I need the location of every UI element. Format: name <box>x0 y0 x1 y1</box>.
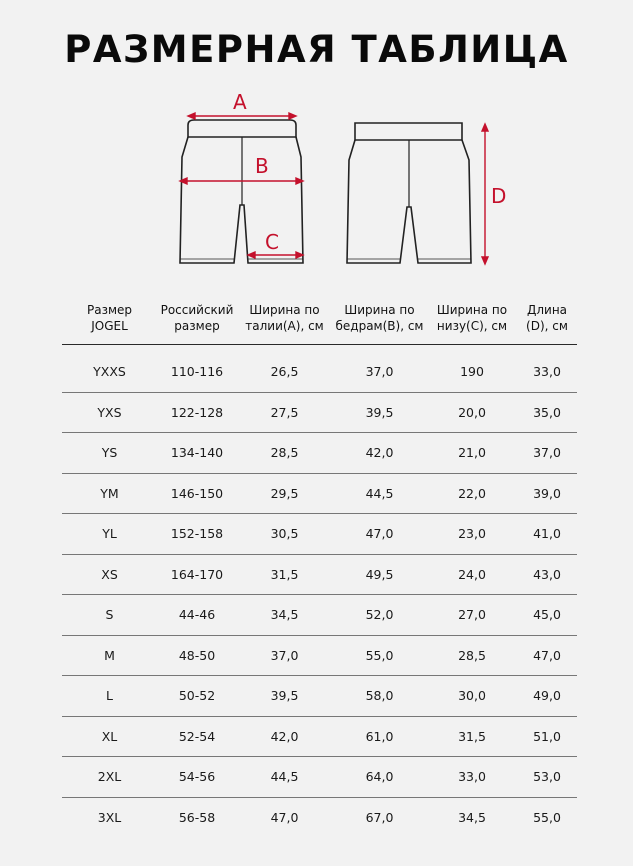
cell-russian-size: 48-50 <box>178 647 216 663</box>
header-size-jogel: Размер JOGEL <box>86 303 133 333</box>
cell-hem-width: 33,0 <box>458 769 486 785</box>
cell-size-jogel: S <box>105 607 114 623</box>
table-row <box>62 514 577 555</box>
table-row <box>62 433 577 474</box>
cell-hip-width: 49,5 <box>365 566 394 582</box>
cell-length: 35,0 <box>533 404 561 420</box>
table-body <box>62 345 577 838</box>
cell-hem-width: 20,0 <box>458 404 486 420</box>
cell-russian-size: 152-158 <box>170 526 224 542</box>
cell-waist-width: 28,5 <box>270 445 299 461</box>
cell-russian-size: 134-140 <box>170 445 224 461</box>
cell-size-jogel: YM <box>100 485 119 501</box>
cell-waist-width: 37,0 <box>270 647 299 663</box>
cell-hip-width: 39,5 <box>365 404 394 420</box>
cell-russian-size: 122-128 <box>170 404 224 420</box>
cell-waist-width: 27,5 <box>270 404 299 420</box>
cell-waist-width: 44,5 <box>270 769 299 785</box>
cell-size-jogel: XS <box>101 566 118 582</box>
cell-size-jogel: XL <box>101 728 118 744</box>
table-row <box>62 717 577 758</box>
cell-hip-width: 42,0 <box>365 445 394 461</box>
table-row <box>62 636 577 677</box>
cell-length: 33,0 <box>533 364 561 380</box>
header-waist-width: Ширина по талии(А), см <box>245 303 324 333</box>
table-row <box>62 757 577 798</box>
cell-length: 55,0 <box>533 810 561 826</box>
label-b: B <box>255 154 269 178</box>
table-row <box>62 595 577 636</box>
cell-length: 47,0 <box>533 647 561 663</box>
cell-hem-width: 28,5 <box>458 647 486 663</box>
table-row <box>62 676 577 717</box>
table-row <box>62 798 577 839</box>
cell-hem-width: 24,0 <box>458 566 486 582</box>
cell-size-jogel: YXS <box>97 404 122 420</box>
cell-length: 51,0 <box>533 728 561 744</box>
cell-hip-width: 64,0 <box>365 769 394 785</box>
label-d: D <box>491 184 507 208</box>
header-hip-width: Ширина по бедрам(В), см <box>335 303 424 333</box>
cell-russian-size: 56-58 <box>178 810 216 826</box>
cell-size-jogel: L <box>106 688 113 704</box>
cell-waist-width: 26,5 <box>270 364 299 380</box>
cell-size-jogel: 2XL <box>97 769 122 785</box>
cell-hem-width: 21,0 <box>458 445 486 461</box>
cell-waist-width: 47,0 <box>270 810 299 826</box>
cell-length: 45,0 <box>533 607 561 623</box>
cell-size-jogel: YXXS <box>93 364 126 380</box>
cell-waist-width: 42,0 <box>270 728 299 744</box>
cell-russian-size: 52-54 <box>178 728 216 744</box>
cell-size-jogel: YL <box>102 526 117 542</box>
cell-russian-size: 44-46 <box>178 607 216 623</box>
cell-russian-size: 50-52 <box>178 688 216 704</box>
cell-hem-width: 27,0 <box>458 607 486 623</box>
cell-waist-width: 34,5 <box>270 607 299 623</box>
cell-length: 37,0 <box>533 445 561 461</box>
cell-hem-width: 34,5 <box>458 810 486 826</box>
cell-russian-size: 54-56 <box>178 769 216 785</box>
cell-russian-size: 110-116 <box>170 364 224 380</box>
table-header <box>62 300 577 345</box>
cell-length: 41,0 <box>533 526 561 542</box>
cell-waist-width: 29,5 <box>270 485 299 501</box>
header-length: Длина (D), см <box>526 303 568 333</box>
size-table <box>62 300 577 838</box>
cell-hip-width: 44,5 <box>365 485 394 501</box>
label-c: C <box>265 230 279 254</box>
cell-hip-width: 67,0 <box>365 810 394 826</box>
cell-length: 43,0 <box>533 566 561 582</box>
cell-hip-width: 37,0 <box>365 364 394 380</box>
cell-size-jogel: YS <box>101 445 118 461</box>
cell-size-jogel: M <box>104 647 115 663</box>
cell-waist-width: 31,5 <box>270 566 299 582</box>
cell-russian-size: 164-170 <box>170 566 224 582</box>
table-row <box>62 393 577 434</box>
cell-hem-width: 23,0 <box>458 526 486 542</box>
table-row <box>62 555 577 596</box>
cell-hip-width: 47,0 <box>365 526 394 542</box>
cell-length: 39,0 <box>533 485 561 501</box>
cell-hem-width: 30,0 <box>458 688 486 704</box>
page-title: РАЗМЕРНАЯ ТАБЛИЦА <box>64 28 569 71</box>
shorts-back-diagram <box>335 115 520 270</box>
shorts-front-diagram <box>170 85 315 270</box>
cell-russian-size: 146-150 <box>170 485 224 501</box>
label-a: A <box>233 90 247 114</box>
cell-hip-width: 58,0 <box>365 688 394 704</box>
cell-waist-width: 39,5 <box>270 688 299 704</box>
cell-size-jogel: 3XL <box>97 810 122 826</box>
header-russian-size: Российский размер <box>160 303 234 333</box>
cell-waist-width: 30,5 <box>270 526 299 542</box>
cell-hip-width: 55,0 <box>365 647 394 663</box>
cell-hem-width: 31,5 <box>458 728 486 744</box>
cell-hem-width: 190 <box>460 364 484 380</box>
table-row <box>62 352 577 393</box>
cell-hip-width: 61,0 <box>365 728 394 744</box>
cell-hem-width: 22,0 <box>458 485 486 501</box>
header-hem-width: Ширина по низу(С), см <box>436 303 508 333</box>
table-row <box>62 474 577 515</box>
cell-length: 53,0 <box>533 769 561 785</box>
cell-hip-width: 52,0 <box>365 607 394 623</box>
cell-length: 49,0 <box>533 688 561 704</box>
